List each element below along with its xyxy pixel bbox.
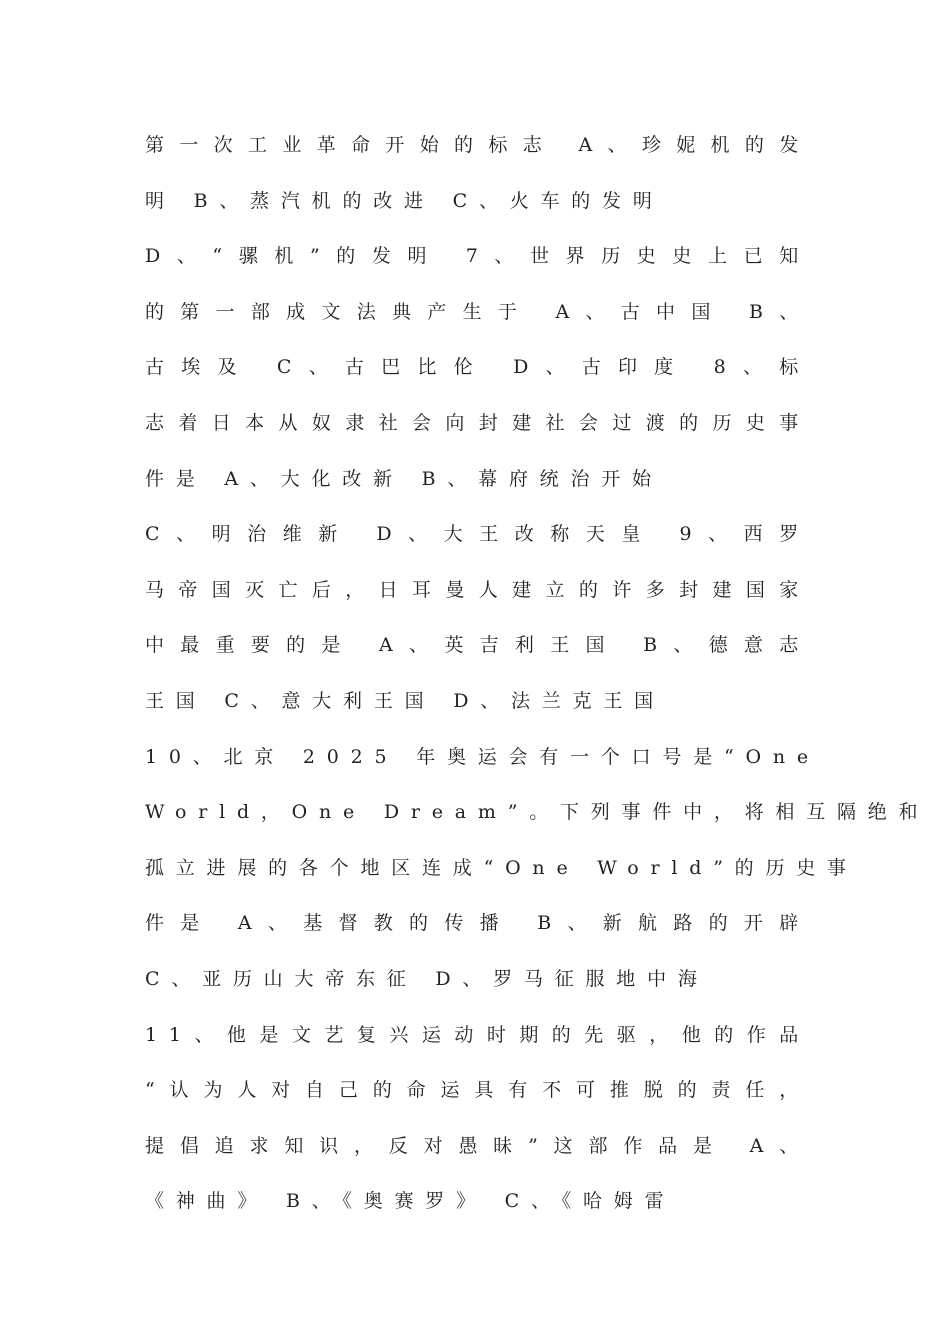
text-line: 件是 A、大化改新 B、幕府统治开始 — [145, 467, 663, 490]
text-line: 古埃及 C、古巴比伦 D、古印度 8、标 — [145, 356, 810, 379]
text-line: 马帝国灭亡后，日耳曼人建立的许多封建国家 — [145, 578, 810, 601]
text-line: 中最重要的是 A、英吉利王国 B、德意志 — [145, 634, 810, 657]
text-line: D、“骡机”的发明 7、世界历史史上已知 — [145, 245, 810, 268]
text-line: 王国 C、意大利王国 D、法兰克王国 — [145, 689, 665, 712]
text-line: 的第一部成文法典产生于 A、古中国 B、 — [145, 300, 810, 323]
text-line: 明 B、蒸汽机的改进 C、火车的发明 — [145, 189, 664, 212]
text-line: C、明治维新 D、大王改称天皇 9、西罗 — [145, 523, 810, 546]
text-line: 件是 A、基督教的传播 B、新航路的开辟 — [145, 912, 810, 935]
text-line: 第一次工业革命开始的标志 A、珍妮机的发 — [145, 134, 810, 156]
document-body — [145, 118, 930, 1230]
text-line: 志着日本从奴隶社会向封建社会过渡的历史事 — [145, 411, 810, 434]
text-line: C、亚历山大帝东征 D、罗马征服地中海 — [145, 967, 709, 990]
text-line: 提倡追求知识，反对愚昧”这部作品是 A、 — [145, 1134, 810, 1157]
text-line: World，One Dream”。下列事件中，将相互隔绝和 — [145, 801, 930, 824]
text-line: 孤立进展的各个地区连成“One World”的历史事 — [145, 856, 858, 879]
text-line: 10、北京 2025 年奥运会有一个口号是“One — [145, 745, 820, 768]
text-line: 11、他是文艺复兴运动时期的先驱，他的作品 — [145, 1023, 810, 1046]
text-line: 《神曲》 B、《奥赛罗》 C、《哈姆雷 — [145, 1190, 676, 1213]
text-line: “认为人对自己的命运具有不可推脱的责任， — [145, 1079, 810, 1102]
